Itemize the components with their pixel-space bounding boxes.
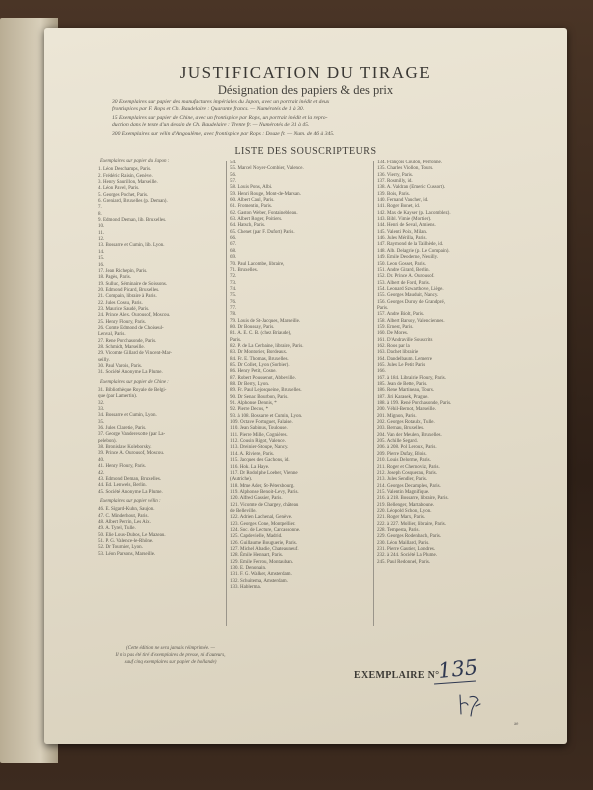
subscriber-entry: 66. [230, 236, 237, 242]
subscriber-entry: 64. Hatsch, Paris. [230, 223, 266, 229]
subscriber-entry: 8. [98, 211, 102, 217]
subscriber-entry: 90. Dr Senac Bourbon, Paris. [230, 394, 289, 400]
edition-line: 15 Exemplaires sur papier de Chine, avec un frontispice par Rops, un portrait inédit et la repro- [112, 115, 328, 121]
subscriber-entry: 154. Leonard Szwarthove, Liège. [377, 286, 444, 292]
column-divider [373, 161, 374, 626]
subscriber-entry: 122. Adrien Lachenal, Genève. [230, 515, 293, 521]
subscriber-entry: 112. Cousin Rigot, Valence. [230, 439, 286, 445]
subscriber-entry: 82. P. de La Cerbaine, libraire, Paris. [230, 343, 304, 349]
subscriber-entry: 152. Dr. Prince A. Ourousof. [377, 274, 435, 280]
subscriber-entry: 20. Edmond Picard, Bruxelles. [98, 287, 160, 293]
subscriber-entry: Lenval, Paris. [98, 332, 126, 338]
subscriber-entry: 13. Bossarre et Cumin, lib. Lyon. [98, 243, 165, 249]
subscriber-entry: 120. Alfred Gassier, Paris. [230, 496, 283, 502]
subscriber-entry: 47. C. Minderhout, Paris. [98, 513, 149, 519]
subscriber-entry: 92. Pierre Decos, * [230, 407, 269, 413]
subscribers-column-2 [228, 160, 371, 628]
subscriber-entry: que (par Lamertin). [98, 394, 138, 400]
subscriber-entry: 145. Valenti Poix, Milan. [377, 229, 428, 235]
subscriber-entry: 132. Schuitema, Amsterdam. [230, 578, 288, 584]
subscriber-entry: 117. Dr Rodolphe Loeber, Vienne [230, 470, 298, 476]
book-page [44, 28, 567, 744]
subscriber-entry: 133. Hablerma. [230, 585, 261, 591]
subscriber-entry: 35. [98, 419, 105, 425]
subscriber-entry: 36. Jules Claretie, Paris. [98, 426, 147, 432]
subscriber-entry: 126. Guillaume Bouguerie, Paris. [230, 540, 297, 546]
subscriber-entry: 167. à 184. Librairie Floury, Paris. [377, 375, 446, 381]
subscriber-entry: 202. Georges Rotaulx, Tulle. [377, 420, 435, 426]
subscriber-entry: 141. Roger Bonet, id. [377, 204, 421, 210]
subscriber-entry: 12. [98, 237, 105, 243]
subscriber-entry: 77. [230, 305, 237, 311]
section-heading: Exemplaires sur papier de Chine : [100, 379, 169, 385]
subscriber-entry: 22. Jules Cossu, Paris. [98, 300, 143, 306]
subscriber-entry: 76. [230, 299, 237, 305]
subscriber-entry: 28. Schmidt, Marseille. [98, 344, 145, 350]
subscriber-entry: 17. Jean Richepin, Paris. [98, 268, 148, 274]
subscriber-entry: 113. Dreinier-Stoupe, Nancy. [230, 445, 289, 451]
subscriber-entry: 116. Hok. La Haye. [230, 464, 270, 470]
subscriber-entry: 143. Bibl. Vimie (Mortier). [377, 217, 432, 223]
subscriber-entry: 130. E. Denonain. [230, 566, 267, 571]
subscriber-entry: 245. Paul Redonnel, Paris. [377, 559, 431, 565]
subscriber-entry: 148. Alb. Delagrie (p. Le Compain). [377, 248, 450, 254]
subscriber-entry: seilly. [98, 357, 110, 363]
subscriber-entry: 63. Albert Roger, Poitiers. [230, 217, 283, 223]
subscriber-entry: 24. Prince Alex. Ourousof, Moscou. [98, 313, 171, 319]
page-title: JUSTIFICATION DU TIRAGE [179, 63, 432, 82]
subscriber-entry: 111. Pierre Mille, Cognières. [230, 432, 288, 438]
subscriber-entry: 43. Edmond Deman, Bruxelles. [98, 476, 162, 482]
subscriber-entry: 127. Michel Abadie, Chateauneuf. [230, 546, 299, 552]
subscriber-entry: 62. Gaston Weber, Fontainebleau. [230, 210, 298, 216]
subscriber-entry: 32. [98, 400, 105, 406]
subscriber-entry: 119. Alphonse Benoit-Levy, Paris. [230, 489, 299, 495]
subscriber-entry: 140. Fernand Vaucher, id. [377, 198, 429, 204]
subscriber-entry: 134. François Coulon, Perronne. [377, 160, 442, 165]
subscriber-entry: 61. Fromentin, Paris. [230, 204, 273, 210]
subscriber-entry: 158. Albert Barsoy, Valenciennes. [377, 318, 445, 324]
subscriber-entry: 229. Georges Rodenbach, Paris. [377, 534, 442, 540]
subscriber-entry: 34. Bossarre et Cumin, Lyon. [98, 413, 157, 419]
subscriber-entry: 157. Andre Biolt, Paris. [377, 312, 425, 318]
exemplaire-number: 135 [436, 654, 480, 684]
subscriber-entry: 21. Compain, libraire à Paris. [98, 294, 157, 300]
subscriber-entry: 71. Bruxelles. [230, 267, 258, 273]
subscriber-entry: 58. Louis Pons, Albi. [230, 185, 273, 191]
section-heading: Exemplaires sur papier vélin : [100, 498, 161, 504]
subscriber-entry: 51. P. G. Valence-le-Rhône. [98, 538, 154, 544]
subscriber-entry: 49. A. Tyrel, Tulle. [98, 526, 136, 532]
subscriber-entry: 209. Pierre Dufay, Blois. [377, 451, 427, 457]
subscriber-entry: 25. Henry Floury, Paris. [98, 319, 147, 325]
subscriber-entry: 188. à 199. René Porchasonde, Paris. [377, 401, 452, 407]
subscriber-entry: 156. Georges Duruy de Grandpré, [377, 299, 445, 305]
subscriber-entry: 166. [377, 369, 386, 375]
subscriber-entry: 164. Dandelbaum. Lemerre [377, 356, 432, 362]
handwritten-signature [456, 692, 484, 718]
subscriber-entry: 149. Emile Deoderne, Neuilly. [377, 255, 439, 261]
subscriber-entry: 81. A. E. C. B. (chez Briaude), [230, 331, 292, 337]
subscriber-entry: 68. [230, 248, 237, 254]
subscriber-entry: 65. Chenet (par F. Dufort) Paris. [230, 229, 295, 235]
subscriber-entry: 232. à 244. Société La Plume. [377, 553, 437, 559]
subscriber-entry: 114. A. Riviere, Paris. [230, 451, 275, 457]
subscribers-list-title: LISTE DES SOUSCRIPTEURS [234, 146, 377, 157]
subscriber-entry: pelebon). [98, 438, 117, 444]
subscriber-entry: 128. Émile Hennart, Paris. [230, 553, 284, 559]
subscriber-entry: 41. Henry Floury, Paris. [98, 464, 147, 470]
subscriber-entry: 186. Rene Martineau, Tours. [377, 388, 435, 394]
subscriber-entry: 87. Robert Poussenot, Abbeville. [230, 375, 296, 381]
subscriber-entry: 40. [98, 457, 105, 463]
subscriber-entry: 162. Roos par la [377, 343, 410, 349]
subscriber-entry: 160. De Mores. [377, 331, 409, 337]
subscriber-entry: 142. Max de Kayser (p. Lacomblez). [377, 210, 451, 216]
subscriber-entry: 153. Albert de Ford, Paris. [377, 280, 430, 286]
subscriber-entry: 204. Van der Meulen, Bruxelles. [377, 432, 442, 438]
edition-line: 30 Exemplaires sur papier des manufactures impériales du Japon, avec un portrait inédit et deux [112, 99, 330, 105]
subscriber-entry: Paris. [377, 305, 389, 311]
subscriber-entry: 214. Georges Decamples, Paris. [377, 483, 441, 489]
subscriber-entry: Paris. [230, 337, 242, 343]
subscriber-entry: 60. Albert Caul, Paris. [230, 198, 275, 204]
subscriber-entry: 201. Mignon, Paris. [377, 413, 417, 419]
subscriber-entry: 200. Véhil-Bernot, Marseille. [377, 407, 436, 413]
subscriber-entry: 6. Greniard, Bruxelles (p. Deman). [98, 199, 168, 205]
subscriber-entry: 72. [230, 274, 237, 280]
pencil-mark: ᵃᵉ [514, 720, 519, 729]
subscriber-entry: 150. Leon Gosset, Paris. [377, 261, 426, 267]
subscriber-entry: 1. Léon Deschamps, Paris. [98, 167, 152, 173]
subscriber-entry: 187. Jiri Karasek, Prague. [377, 394, 429, 400]
subscriber-entry: 2. Frédéric Raisin, Genève. [98, 173, 153, 179]
subscriber-entry: 37. George Vanderexotte (par La- [98, 432, 166, 438]
subscriber-entry: 121. Vicomte de Chargey, château [230, 502, 299, 508]
subscriber-entry: 212. Joseph Cosquerau, Paris. [377, 470, 437, 476]
subscriber-entry: 38. Bronislaw Koleborsky. [98, 445, 152, 451]
subscriber-entry: 52. Dr Tournier, Lyon. [98, 545, 143, 551]
column-divider [226, 161, 227, 626]
subscriber-entry: 59. Henri Rouge, Mont-de-Marsan. [230, 191, 301, 197]
subscriber-entry: 29. Vicomte Gillard de Vincent-Mar- [98, 351, 172, 357]
subscriber-entry: 123. Georges Cone, Montpellier. [230, 521, 296, 527]
subscriber-entry: 9. Edmond Deman, lib. Bruxelles. [98, 218, 167, 224]
subscriber-entry: 86. Henry Petit, Cosne. [230, 369, 277, 375]
subscriber-entry: 222. à 227. Mollier, libraire, Paris. [377, 521, 446, 527]
subscriber-entry: 136. Vierry, Paris. [377, 172, 414, 178]
edition-line: frontispices par F. Rops et Ch. Baudelaire : Quarante francs. — Numérotés de 1 à 30. [112, 106, 305, 112]
subscriber-entry: 88. Dr Berry, Lyon. [230, 382, 270, 388]
subscriber-entry: 23. Maurice Saudé, Paris. [98, 306, 150, 312]
subscriber-entry: 159. Ernest, Paris. [377, 324, 414, 330]
edition-note-line: (Cette édition ne sera jamais réimprimée. — [125, 646, 215, 651]
subscriber-entry: 74. [230, 286, 237, 292]
subscriber-entry: 146. Jules Mérilla, Paris. [377, 236, 427, 242]
subscriber-entry: 45. Société Anonyme La Plume. [98, 489, 163, 495]
subscriber-entry: 206. à 208. Pol Leroux, Paris. [377, 445, 437, 451]
subscriber-entry: 220. Léopold Schon, Lyon. [377, 508, 432, 514]
page-subtitle: Désignation des papiers & des prix [217, 83, 394, 97]
subscriber-entry: 115. Jacques des Gachons, id. [230, 458, 290, 464]
subscriber-entry: 221. Roger Marx, Paris. [377, 515, 426, 521]
subscriber-entry: 73. [230, 280, 237, 286]
subscriber-entry: 155. Georges Mauduit, Nancy. [377, 293, 439, 299]
subscriber-entry: 129. Emile Ferrou, Montauban. [230, 559, 294, 565]
subscriber-entry: 110. Jean Sabinus, Toulouse. [230, 426, 288, 432]
subscriber-entry: 55. Marcel Noyer-Combier, Valence. [230, 166, 304, 172]
subscriber-entry: 185. Jean de Bette, Paris. [377, 382, 428, 388]
subscriber-entry: 118. Mme Ader, St-Pétersbourg. [230, 483, 295, 489]
subscriber-entry: (Autriche). [230, 477, 253, 483]
edition-line: duction dans le texte d'un dessin de Ch. Baudelaire : Trente fr. — Numérotés de 31 à 45. [112, 122, 310, 128]
subscriber-entry: 89. Fr. Paul Lejosqueine, Bruxelles. [230, 388, 302, 394]
subscriber-entry: 91. Alphonse Dennis, * [230, 401, 277, 407]
subscriber-entry: 219. Bellenger, Martaboune. [377, 502, 435, 508]
subscriber-entry: 84. Fr. E. Thomas, Bruxelles. [230, 356, 289, 362]
subscriber-entry: 78. [230, 312, 237, 318]
subscriber-entry: 4. Léon Pavel, Paris. [98, 186, 140, 192]
subscriber-entry: 165. Jules Le Petit Paris [377, 363, 426, 368]
subscriber-entry: 7. [98, 205, 102, 211]
subscriber-entry: 85. Dr Collet, Lyon (Sorbier). [230, 363, 290, 368]
subscriber-entry: 203. Bernau, Bruxelles. [377, 426, 425, 432]
subscriber-entry: 215. Valentin Magnifique. [377, 489, 430, 495]
subscriber-entry: 163. Dachet librairie [377, 350, 419, 356]
subscriber-entry: 144. Henri de Seval, Amiens. [377, 223, 436, 229]
subscriber-entry: 26. Comte Edmond de Choiseul- [98, 325, 164, 331]
subscriber-entry: 39. Prince A. Ourousof, Moscou. [98, 451, 165, 457]
subscriber-entry: 216. à 218. Bossarre, libraire, Paris. [377, 496, 449, 502]
subscriber-entry: 15. [98, 256, 105, 262]
subscriber-entry: 205. Achille Segard. [377, 439, 418, 445]
edition-note-line: sauf cinq exemplaires sur papier de hollande) [124, 660, 217, 665]
subscriber-entry: 80. Dr Boussay, Paris. [230, 324, 275, 330]
subscriber-entry: 50. Elie Lous-Dubos, Le Mazeau. [98, 532, 166, 538]
subscriber-entry: 135. Charles Viollon, Tours. [377, 166, 434, 172]
subscriber-entry: 14. [98, 249, 105, 255]
subscriber-entry: 46. E. Sigard-Kuhn, Saujon. [98, 507, 155, 513]
edition-line: 300 Exemplaires sur vélin d'Angoulême, avec frontispice par Rops : Douze fr. — Num. de 46 à 345. [112, 131, 335, 137]
subscriber-entry: 11. [98, 230, 105, 236]
subscriber-entry: 31. Bibliothèque Royale de Belgi- [98, 388, 167, 394]
subscriber-entry: 131. F. G. Walker, Amsterdam. [230, 572, 292, 578]
subscriber-entry: 31. Société Anonyme La Plume. [98, 370, 163, 376]
subscriber-entry: 53. Léon Parsons, Marseille. [98, 551, 156, 557]
subscriber-entry: 109. Octave Fortuguet, Falaise. [230, 420, 293, 426]
subscriber-entry: 124. Soc. de Lecture, Carcassonne. [230, 527, 301, 533]
subscriber-entry: de Belleville. [230, 508, 257, 514]
subscriber-entry: 79. Louis de St-Jacques, Marseille. [230, 318, 301, 324]
subscriber-entry: 125. Capdevielle, Madrid. [230, 534, 283, 540]
subscriber-entry: 93. à 108. Bossarre et Cumin, Lyon. [230, 413, 303, 419]
subscriber-entry: 151. Andre Girard, Berlin. [377, 267, 430, 273]
subscriber-entry: 3. Henry Saurillon, Marseille. [98, 180, 158, 186]
subscriber-entry: 139. Bois, Paris. [377, 191, 410, 197]
subscriber-entry: 138. A. Valdran (Emeric Cussort). [377, 185, 446, 191]
subscriber-entry: 147. Raymond de la Tailhède, id. [377, 242, 444, 248]
subscriber-entry: 69. [230, 255, 237, 261]
subscriber-entry: 228. Tempesta, Paris. [377, 527, 420, 533]
subscriber-entry: 42. [98, 470, 105, 476]
edition-note-line: Il n'a pas été tiré d'exemplaires de presse, ni d'auteurs, [115, 653, 226, 658]
subscriber-entry: 18. Pagès, Paris. [98, 275, 131, 281]
subscriber-entry: 54. [230, 160, 237, 165]
exemplaire-label: EXEMPLAIRE N° [354, 670, 440, 681]
subscriber-entry: 211. Roger et Chernoviz, Paris. [377, 464, 440, 470]
subscribers-column-1 [96, 156, 224, 638]
subscriber-entry: 56. [230, 172, 237, 178]
subscriber-entry: 161. D'Andraville Souscrits [377, 337, 433, 343]
subscriber-entry: 67. [230, 242, 237, 248]
subscriber-entry: 5. Georges Pochet, Paris. [98, 192, 149, 198]
subscriber-entry: 19. Sulluc, Séminaire de Soissons. [98, 281, 168, 287]
subscriber-entry: 213. Jules Sendler, Paris. [377, 477, 428, 483]
subscriber-entry: 48. Albert Perrin, Les Aix. [98, 519, 151, 525]
subscriber-entry: 70. Paul Lacombe, libraire, [230, 261, 285, 267]
subscriber-entry: 57. [230, 179, 237, 185]
subscriber-entry: 137. Rosmilly, id. [377, 179, 413, 185]
subscriber-entry: 210. Louis Delorme, Paris. [377, 458, 431, 464]
subscriber-entry: 44. Ed. Lenwels, Berlin. [98, 483, 147, 489]
subscriber-entry: 10. [98, 224, 105, 230]
subscriber-entry: 231. Pierre Gautier, Londres. [377, 546, 436, 552]
subscriber-entry: 230. Léon Maillard, Paris. [377, 540, 430, 546]
subscriber-entry: 16. [98, 262, 105, 268]
subscriber-entry: 83. Dr Montorier, Bordeaux. [230, 350, 288, 356]
subscriber-entry: 30. Paul Varois, Paris. [98, 364, 143, 369]
subscriber-entry: 33. [98, 407, 105, 413]
subscriber-entry: 27. Rene Porchasonde, Paris. [98, 338, 157, 344]
section-heading: Exemplaires sur papier du Japon : [100, 159, 170, 164]
subscriber-entry: 75. [230, 293, 237, 299]
subscribers-column-3 [375, 160, 515, 628]
